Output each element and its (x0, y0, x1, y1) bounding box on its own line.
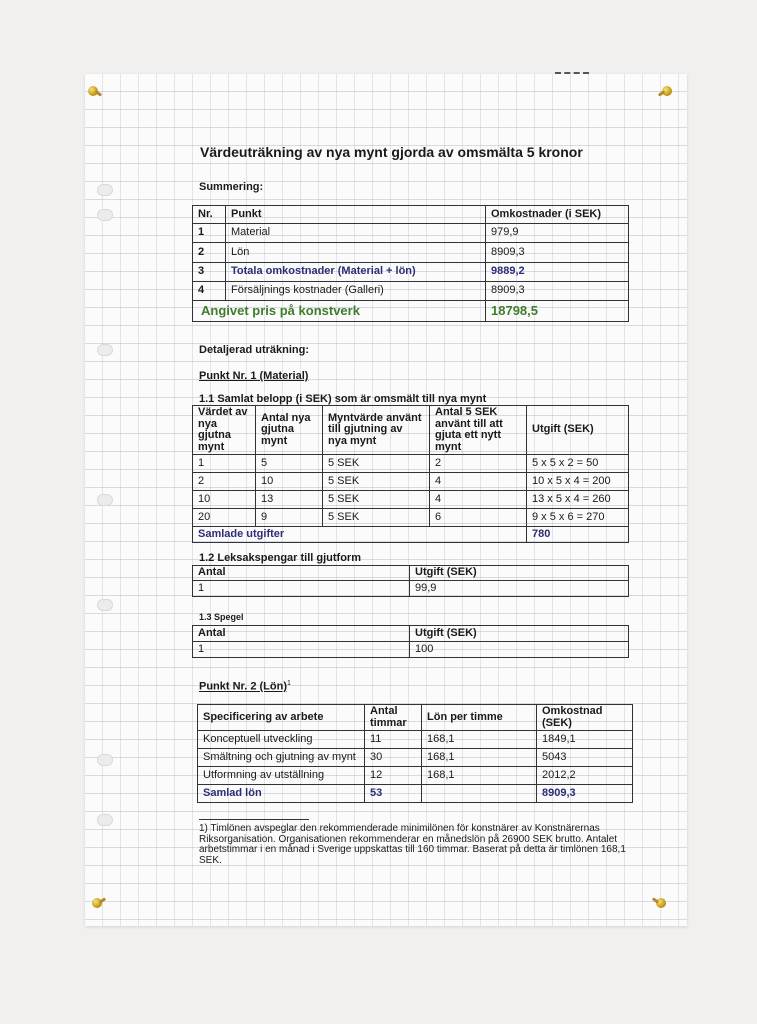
cell: 5043 (537, 749, 633, 767)
cell: 3 (193, 263, 226, 282)
cell: 9 x 5 x 6 = 270 (527, 509, 629, 527)
cell: 99,9 (410, 581, 629, 597)
column-header: Värdet av nya gjutna mynt (193, 406, 256, 455)
punch-hole (97, 184, 113, 196)
cell: 30 (365, 749, 422, 767)
cell: 1 (193, 642, 410, 658)
total-label: Samlade utgifter (193, 527, 527, 543)
table-row (198, 767, 633, 785)
cell: 13 (256, 491, 323, 509)
total-row (193, 527, 629, 543)
table-row (193, 455, 629, 473)
page-title: Värdeuträkning av nya mynt gjorda av omsmälta 5 kronor (200, 144, 583, 160)
table-header-row (193, 406, 629, 455)
summary-heading: Summering: (199, 181, 264, 193)
cell: 168,1 (422, 749, 537, 767)
table-row (193, 243, 629, 263)
section-1-1-heading: 1.1 Samlat belopp (i SEK) som är omsmält till nya mynt (199, 393, 487, 405)
cell: 100 (410, 642, 629, 658)
price-label: Angivet pris på konstverk (193, 301, 486, 322)
cell: 11 (365, 731, 422, 749)
cell: 10 (256, 473, 323, 491)
total-row (198, 785, 633, 803)
salary-table (197, 704, 633, 803)
punch-hole (97, 344, 113, 356)
table-row (193, 491, 629, 509)
table-row (193, 263, 629, 282)
table-row (193, 224, 629, 243)
cell: 4 (193, 282, 226, 301)
cell: 13 x 5 x 4 = 260 (527, 491, 629, 509)
summary-table (192, 205, 629, 322)
cell: 5 SEK (323, 455, 430, 473)
cell: 9 (256, 509, 323, 527)
coins-table (192, 405, 629, 543)
cell: 1 (193, 224, 226, 243)
section-1-3-heading: 1.3 Spegel (199, 612, 244, 622)
column-header: Antal timmar (365, 705, 422, 731)
punkt2-heading-wrap (199, 680, 291, 693)
cell: 8909,3 (486, 282, 629, 301)
punch-hole (97, 209, 113, 221)
cell: 12 (365, 767, 422, 785)
page-marking (555, 72, 589, 74)
detailed-heading: Detaljerad uträkning: (199, 344, 310, 356)
column-header: Utgift (SEK) (527, 406, 629, 455)
section-1-2-heading: 1.2 Leksakspengar till gjutform (199, 552, 361, 564)
total-value: 8909,3 (537, 785, 633, 803)
total-value: 780 (527, 527, 629, 543)
punch-hole (97, 494, 113, 506)
cell: 10 (193, 491, 256, 509)
cell: 4 (430, 473, 527, 491)
price-row (193, 301, 629, 322)
cell: 8909,3 (486, 243, 629, 263)
cell: Totala omkostnader (Material + lön) (226, 263, 486, 282)
cell: 1 (193, 581, 410, 597)
cell: 5 SEK (323, 509, 430, 527)
cell: 5 SEK (323, 491, 430, 509)
table-row (193, 473, 629, 491)
table-row (193, 642, 629, 658)
cell: Lön (226, 243, 486, 263)
footnote: 1) Timlönen avspeglar den rekommenderade minimilönen för konstnärer av Konstnärernas Riksorganisation. Organisationen rekommenderar en månedslön på 26900 SEK brutto. Antalet arbetstimmar i en månad i Sverige uppskattas till 160 timmar. Baserat på detta är timlönen 168,1 SEK. (199, 823, 626, 866)
column-header: Lön per timme (422, 705, 537, 731)
cell: 4 (430, 491, 527, 509)
cell: 6 (430, 509, 527, 527)
total-hours: 53 (365, 785, 422, 803)
price-value: 18798,5 (486, 301, 629, 322)
column-header: Antal 5 SEK använt till att gjuta ett nytt mynt (430, 406, 527, 455)
column-header: Antal (193, 566, 410, 581)
punch-hole (97, 599, 113, 611)
cell: 168,1 (422, 731, 537, 749)
cell: 5 (256, 455, 323, 473)
cell: 168,1 (422, 767, 537, 785)
table-header-row (198, 705, 633, 731)
column-header: Antal (193, 626, 410, 642)
punch-hole (97, 814, 113, 826)
table-row (193, 282, 629, 301)
cell: 1849,1 (537, 731, 633, 749)
cell: Konceptuell utveckling (198, 731, 365, 749)
cell: 2 (193, 473, 256, 491)
table-row (193, 509, 629, 527)
cell: Material (226, 224, 486, 243)
cell: 1 (193, 455, 256, 473)
punch-hole (97, 754, 113, 766)
column-header: Utgift (SEK) (410, 566, 629, 581)
table-row (198, 749, 633, 767)
column-header: Antal nya gjutna mynt (256, 406, 323, 455)
pin-icon (88, 86, 98, 96)
column-header: Specificering av arbete (198, 705, 365, 731)
table-row (198, 731, 633, 749)
cell: Smältning och gjutning av mynt (198, 749, 365, 767)
cell: Försäljnings kostnader (Galleri) (226, 282, 486, 301)
cell: 2 (430, 455, 527, 473)
column-header: Omkostnad (SEK) (537, 705, 633, 731)
column-header: Nr. (193, 206, 226, 224)
column-header: Omkostnader (i SEK) (486, 206, 629, 224)
column-header: Punkt (226, 206, 486, 224)
cell: 5 SEK (323, 473, 430, 491)
mirror-table (192, 625, 629, 658)
column-header: Utgift (SEK) (410, 626, 629, 642)
pin-icon (656, 898, 666, 908)
total-label: Samlad lön (198, 785, 365, 803)
cell: 20 (193, 509, 256, 527)
footnote-divider (199, 819, 309, 820)
column-header: Myntvärde använt till gjutning av nya mynt (323, 406, 430, 455)
punkt1-heading: Punkt Nr. 1 (Material) (199, 370, 309, 382)
table-header-row (193, 626, 629, 642)
pin-icon (92, 898, 102, 908)
cell: 2 (193, 243, 226, 263)
pin-icon (662, 86, 672, 96)
mold-table (192, 565, 629, 597)
table-header-row (193, 206, 629, 224)
footnote-mark: 1 (287, 680, 291, 687)
table-row (193, 581, 629, 597)
cell: 10 x 5 x 4 = 200 (527, 473, 629, 491)
cell: Utformning av utställning (198, 767, 365, 785)
punkt2-heading: Punkt Nr. 2 (Lön) (199, 680, 287, 693)
cell: 979,9 (486, 224, 629, 243)
cell (422, 785, 537, 803)
cell: 2012,2 (537, 767, 633, 785)
cell: 5 x 5 x 2 = 50 (527, 455, 629, 473)
table-header-row (193, 566, 629, 581)
cell: 9889,2 (486, 263, 629, 282)
